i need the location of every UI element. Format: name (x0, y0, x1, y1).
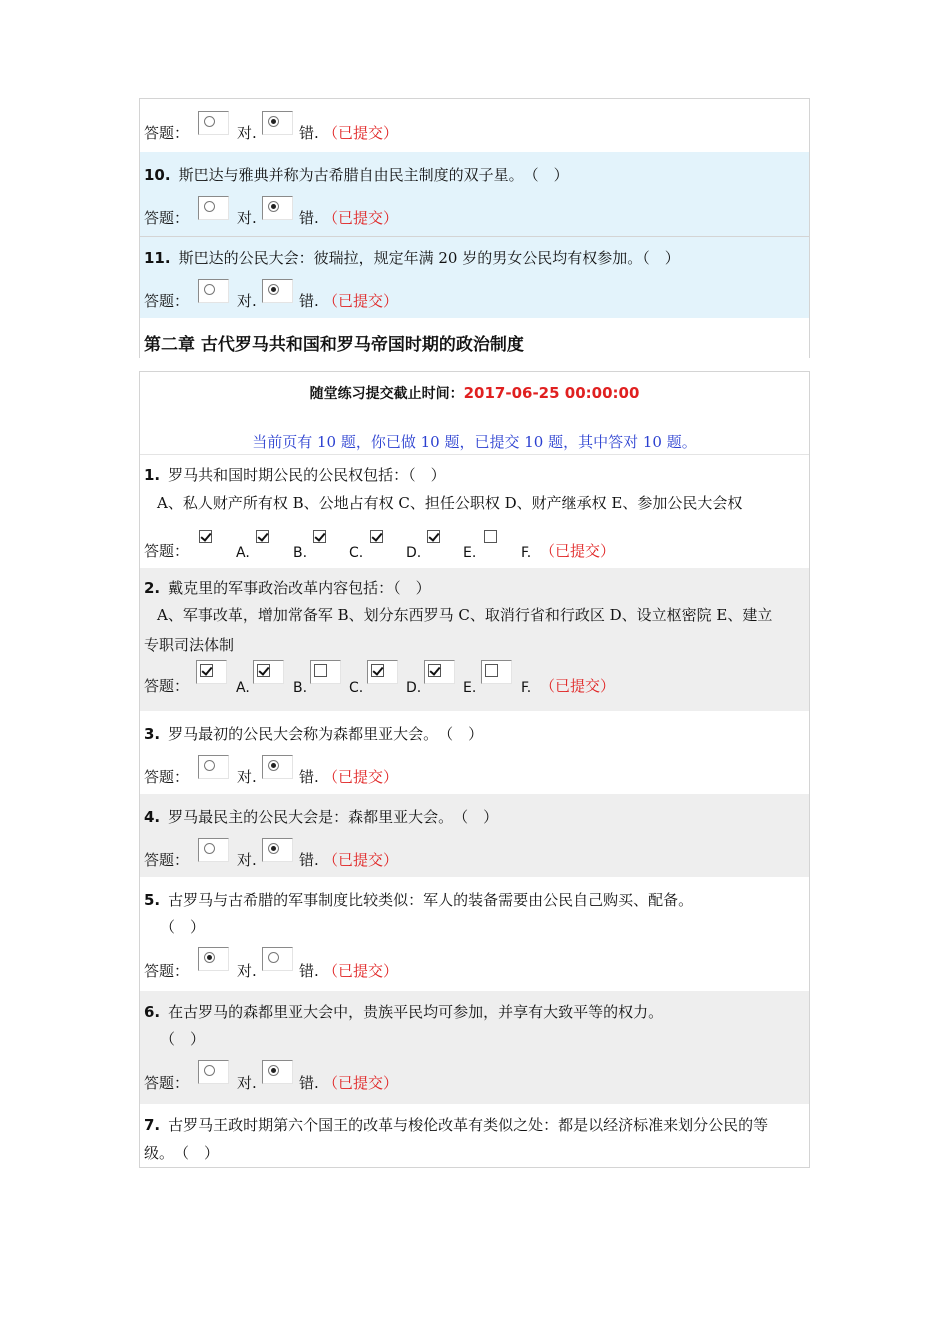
question-line (144, 455, 805, 487)
option-e-label: E. (463, 545, 477, 561)
option-b-checkbox[interactable] (257, 664, 270, 677)
option-a-checkbox[interactable] (199, 530, 212, 543)
question-1-block (140, 454, 809, 568)
question-options-continued: 专职司法体制 (144, 636, 235, 654)
option-c-label: C. (349, 545, 364, 561)
false-label: 错. (299, 124, 319, 142)
option-a-label: A. (236, 545, 250, 561)
true-radio-selected[interactable] (204, 952, 215, 963)
question-7-block (140, 1104, 809, 1167)
answer-label: 答题： (144, 542, 190, 560)
option-a-label: A. (236, 680, 250, 696)
false-radio-box[interactable] (262, 838, 293, 862)
question-text: 戴克里的军事政治改革内容包括：（ ） (168, 579, 431, 597)
question-options: A、私人财产所有权 B、公地占有权 C、担任公职权 D、财产继承权 E、参加公民大会权 (157, 494, 743, 512)
question-text: 斯巴达的公民大会：彼瑞拉，规定年满 20 岁的男女公民均有权参加。（ ） (178, 249, 680, 267)
submitted-status: （已提交） (323, 768, 399, 786)
deadline-value: 2017-06-25 00:00:00 (463, 384, 640, 402)
answer-label: 答题： (144, 292, 190, 310)
false-radio-selected[interactable] (268, 760, 279, 771)
question-11-block (140, 236, 809, 318)
true-radio[interactable] (204, 1065, 215, 1076)
option-d-checkbox-box[interactable] (367, 527, 398, 551)
submitted-status: （已提交） (323, 1074, 399, 1092)
option-e-label: E. (463, 680, 477, 696)
option-a-checkbox-box[interactable] (196, 660, 227, 684)
practice-header (140, 372, 809, 454)
true-label: 对. (237, 1074, 257, 1092)
option-a-checkbox[interactable] (200, 664, 213, 677)
option-d-label: D. (406, 680, 422, 696)
submitted-status: （已提交） (323, 292, 399, 310)
true-label: 对. (237, 768, 257, 786)
true-radio-box[interactable] (198, 1060, 229, 1084)
question-text: 罗马最初的公民大会称为森都里亚大会。 （ ） (168, 725, 484, 743)
question-number: 3. (144, 725, 161, 743)
true-radio-box[interactable] (198, 111, 229, 135)
true-radio[interactable] (204, 284, 215, 295)
question-text: 罗马最民主的公民大会是：森都里亚大会。 （ ） (168, 808, 499, 826)
question-line (144, 568, 805, 600)
question-line (144, 152, 805, 188)
deadline-label: 随堂练习提交截止时间： (309, 386, 464, 402)
option-b-checkbox[interactable] (256, 530, 269, 543)
answer-row (144, 941, 805, 989)
question-number: 5. (144, 891, 161, 909)
option-e-checkbox-box[interactable] (424, 660, 455, 684)
deadline-line (144, 372, 805, 412)
answer-row (144, 519, 805, 567)
chapter-title: 第二章 古代罗马共和国和罗马帝国时期的政治制度 (140, 318, 809, 358)
question-line (144, 711, 805, 747)
answer-label: 答题： (144, 962, 190, 980)
answer-label: 答题： (144, 677, 190, 695)
answer-row (144, 747, 805, 794)
false-radio[interactable] (268, 952, 279, 963)
false-label: 错. (299, 209, 319, 227)
question-text: 罗马共和国时期公民的公民权包括：（ ） (168, 466, 446, 484)
option-b-checkbox-box[interactable] (253, 527, 284, 551)
option-d-checkbox[interactable] (371, 664, 384, 677)
false-label: 错. (299, 962, 319, 980)
question-text: 古罗马王政时期第六个国王的改革与梭伦改革有类似之处：都是以经济标准来划分公民的等 (168, 1116, 769, 1134)
answer-label: 答题： (144, 209, 190, 227)
question-text: 古罗马与古希腊的军事制度比较类似：军人的装备需要由公民自己购买、配备。 (168, 891, 694, 909)
true-radio[interactable] (204, 116, 215, 127)
answer-row (144, 1053, 805, 1101)
question-number: 6. (144, 1003, 161, 1021)
false-radio-selected[interactable] (268, 201, 279, 212)
question-text: 斯巴达与雅典并称为古希腊自由民主制度的双子星。 （ ） (178, 166, 569, 184)
true-radio[interactable] (204, 760, 215, 771)
option-c-checkbox[interactable] (314, 664, 327, 677)
option-c-checkbox-box[interactable] (310, 527, 341, 551)
false-radio-box[interactable] (262, 196, 293, 220)
true-label: 对. (237, 962, 257, 980)
option-f-checkbox-box[interactable] (481, 527, 512, 551)
option-e-checkbox[interactable] (428, 664, 441, 677)
option-f-checkbox-box[interactable] (481, 660, 512, 684)
question-text-continued: （ ） (160, 918, 206, 936)
true-radio-box[interactable] (198, 838, 229, 862)
true-label: 对. (237, 851, 257, 869)
option-a-checkbox-box[interactable] (196, 527, 227, 551)
true-radio[interactable] (204, 843, 215, 854)
question-line (144, 877, 805, 913)
option-f-checkbox[interactable] (484, 530, 497, 543)
question-line (144, 991, 805, 1025)
answer-row (144, 660, 805, 708)
top-section (139, 98, 810, 358)
question-number: 2. (144, 579, 161, 597)
question-10-block (140, 152, 809, 236)
question-number: 7. (144, 1116, 161, 1134)
question-6-block (140, 991, 809, 1104)
question-text: 在古罗马的森都里亚大会中，贵族平民均可参加，并享有大致平等的权力。 (168, 1003, 664, 1021)
option-e-checkbox[interactable] (427, 530, 440, 543)
submitted-status: （已提交） (540, 677, 616, 695)
question-4-block (140, 794, 809, 877)
submitted-status: （已提交） (323, 851, 399, 869)
question-3-block (140, 711, 809, 794)
false-label: 错. (299, 768, 319, 786)
option-e-checkbox-box[interactable] (424, 527, 455, 551)
false-label: 错. (299, 292, 319, 310)
submitted-status: （已提交） (323, 962, 399, 980)
option-c-checkbox[interactable] (313, 530, 326, 543)
question-number: 4. (144, 808, 161, 826)
question-line (144, 1104, 805, 1138)
answer-label: 答题： (144, 1074, 190, 1092)
false-radio-selected[interactable] (268, 284, 279, 295)
question-options: A、军事改革，增加常备军 B、划分东西罗马 C、取消行省和行政区 D、设立枢密院 E、建立 (157, 606, 773, 624)
question-number: 1. (144, 466, 161, 484)
question-2-block (140, 568, 809, 711)
answer-label: 答题： (144, 851, 190, 869)
progress-summary: 当前页有 10 题，你已做 10 题，已提交 10 题，其中答对 10 题。 (252, 433, 697, 451)
true-radio-box[interactable] (198, 279, 229, 303)
submitted-status: （已提交） (323, 124, 399, 142)
answer-row (144, 99, 805, 152)
true-radio-box[interactable] (198, 755, 229, 779)
true-label: 对. (237, 209, 257, 227)
question-9-block (140, 99, 809, 152)
answer-label: 答题： (144, 768, 190, 786)
option-b-checkbox-box[interactable] (253, 660, 284, 684)
question-line (144, 237, 805, 271)
option-b-label: B. (293, 545, 308, 561)
answer-row (144, 271, 805, 319)
answer-row (144, 188, 805, 236)
question-number: 11. (144, 249, 171, 267)
false-radio-box[interactable] (262, 111, 293, 135)
option-b-label: B. (293, 680, 308, 696)
option-d-checkbox-box[interactable] (367, 660, 398, 684)
option-f-label: F. (521, 680, 532, 696)
false-radio-box[interactable] (262, 1060, 293, 1084)
true-radio-box[interactable] (198, 947, 229, 971)
false-radio-selected[interactable] (268, 1065, 279, 1076)
false-label: 错. (299, 851, 319, 869)
question-text-continued: （ ） (160, 1030, 206, 1048)
true-radio-box[interactable] (198, 196, 229, 220)
option-f-label: F. (521, 545, 532, 561)
answer-label: 答题： (144, 124, 190, 142)
true-radio[interactable] (204, 201, 215, 212)
false-radio-box[interactable] (262, 755, 293, 779)
false-radio-selected[interactable] (268, 116, 279, 127)
question-number: 10. (144, 166, 171, 184)
false-radio-box[interactable] (262, 947, 293, 971)
answer-row (144, 830, 805, 877)
false-radio-selected[interactable] (268, 843, 279, 854)
option-d-label: D. (406, 545, 422, 561)
true-label: 对. (237, 292, 257, 310)
option-c-label: C. (349, 680, 364, 696)
question-5-block (140, 877, 809, 991)
practice-section (139, 371, 810, 1168)
option-c-checkbox-box[interactable] (310, 660, 341, 684)
false-label: 错. (299, 1074, 319, 1092)
submitted-status: （已提交） (323, 209, 399, 227)
question-line (144, 794, 805, 830)
option-d-checkbox[interactable] (370, 530, 383, 543)
true-label: 对. (237, 124, 257, 142)
submitted-status: （已提交） (540, 542, 616, 560)
false-radio-box[interactable] (262, 279, 293, 303)
option-f-checkbox[interactable] (485, 664, 498, 677)
question-text-continued: 级。 （ ） (144, 1144, 220, 1162)
